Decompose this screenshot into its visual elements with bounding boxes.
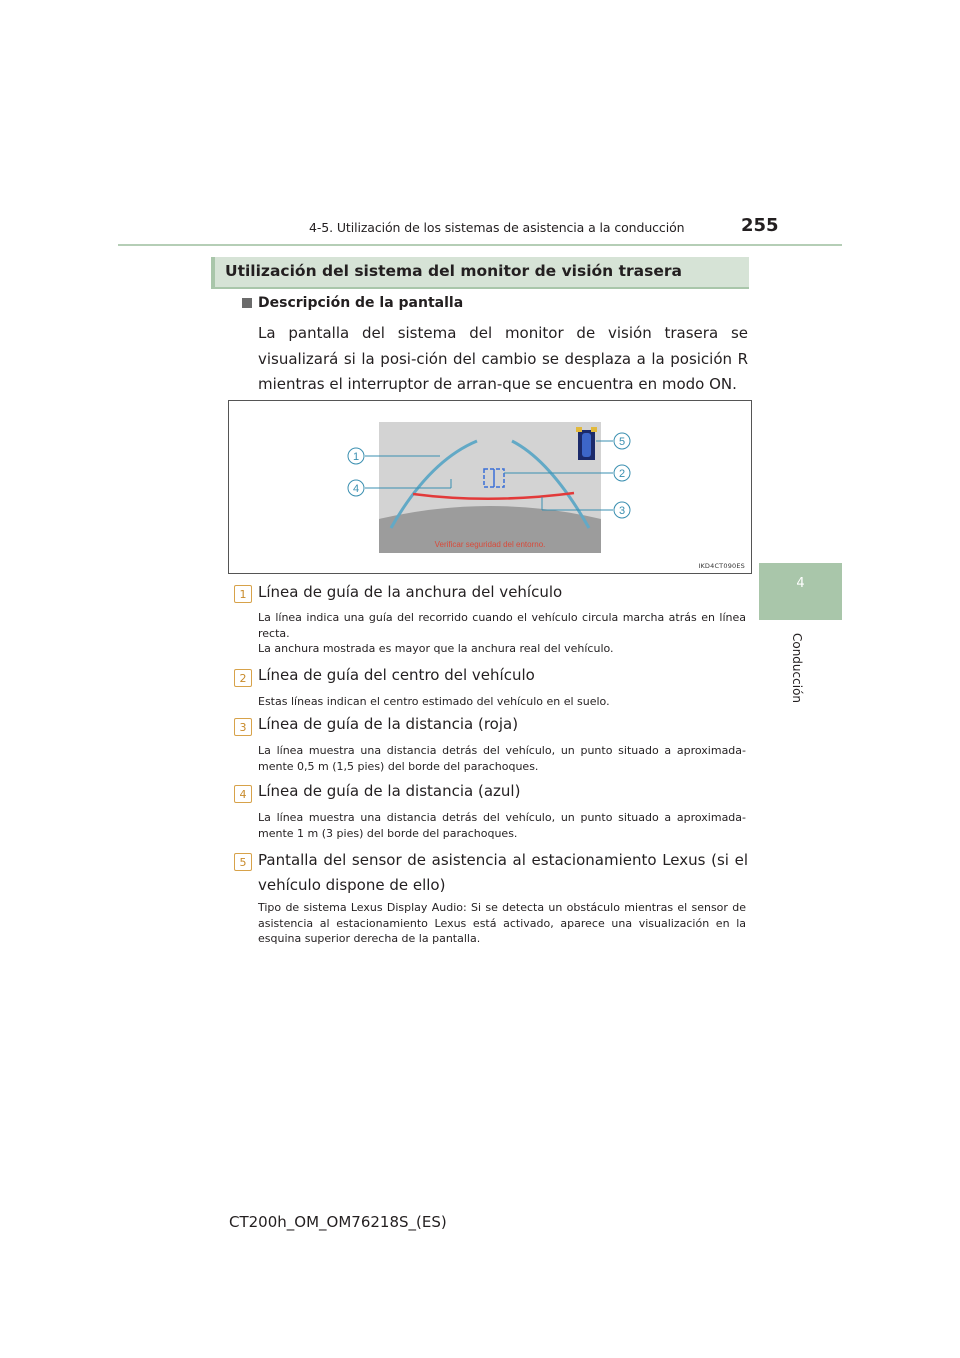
screen-warning-message: Verificar seguridad del entorno. bbox=[434, 540, 546, 549]
callout-3-label: 3 bbox=[618, 505, 626, 517]
document-code-footer: CT200h_OM_OM76218S_(ES) bbox=[229, 1213, 447, 1231]
item-1-title: Línea de guía de la anchura del vehículo bbox=[258, 583, 563, 601]
figure-image-code: IKD4CT090ES bbox=[698, 562, 745, 570]
page-number: 255 bbox=[741, 215, 779, 236]
callout-5-label: 5 bbox=[618, 436, 626, 448]
item-4-title: Línea de guía de la distancia (azul) bbox=[258, 782, 521, 800]
item-3-number-badge: 3 bbox=[234, 718, 252, 736]
chapter-tab bbox=[759, 563, 842, 620]
subheading-text: Descripción de la pantalla bbox=[258, 295, 464, 311]
item-2-title: Línea de guía del centro del vehículo bbox=[258, 666, 535, 684]
square-bullet-icon bbox=[242, 298, 252, 308]
sensor-indicator-right bbox=[591, 427, 597, 432]
item-5-number-badge: 5 bbox=[234, 853, 252, 871]
section-heading-accent bbox=[211, 257, 215, 287]
item-1-description: La línea indica una guía del recorrido cuando el vehículo circula marcha atrás en línea recta. La anchura mostrada es mayor que la anchura real del vehículo. bbox=[258, 611, 746, 655]
header-rule bbox=[118, 244, 842, 246]
parking-sensor-car-body bbox=[582, 433, 591, 457]
sensor-indicator-left bbox=[576, 427, 582, 432]
intro-paragraph: La pantalla del sistema del monitor de visión trasera se visualizará si la posi-ción del cambio se desplaza a la posición R mientras el interruptor de arran-que se encuentra en modo ON. bbox=[258, 324, 748, 393]
item-4-description: La línea muestra una distancia detrás del vehículo, un punto situado a aproximada-mente 1 m (3 pies) del borde del parachoques. bbox=[258, 811, 746, 840]
chapter-label: Conducción bbox=[790, 632, 804, 704]
callout-2-label: 2 bbox=[618, 468, 626, 480]
monitor-diagram bbox=[229, 401, 751, 573]
item-5-description: Tipo de sistema Lexus Display Audio: Si se detecta un obstáculo mientras el sensor de asistencia al estacionamiento Lexus está activado, aparece una visualización en la esquina superior derecha de la pantalla. bbox=[258, 901, 746, 945]
item-5-title: Pantalla del sensor de asistencia al estacionamiento Lexus (si el vehículo dispone de ello) bbox=[258, 851, 748, 894]
item-3-title: Línea de guía de la distancia (roja) bbox=[258, 715, 519, 733]
item-1-number-badge: 1 bbox=[234, 585, 252, 603]
item-4-number-badge: 4 bbox=[234, 785, 252, 803]
subheading bbox=[242, 295, 463, 311]
item-2-description: Estas líneas indican el centro estimado del vehículo en el suelo. bbox=[258, 695, 610, 708]
callout-1-label: 1 bbox=[352, 451, 360, 463]
chapter-label-box bbox=[788, 632, 806, 704]
rear-view-monitor-illustration bbox=[228, 400, 752, 574]
callout-4-label: 4 bbox=[352, 483, 360, 495]
item-3-description: La línea muestra una distancia detrás del vehículo, un punto situado a aproximada-mente 0,5 m (1,5 pies) del borde del parachoques. bbox=[258, 744, 746, 773]
chapter-number: 4 bbox=[796, 576, 805, 591]
section-title: Utilización del sistema del monitor de visión trasera bbox=[225, 262, 682, 280]
item-2-number-badge: 2 bbox=[234, 669, 252, 687]
section-heading-bar bbox=[211, 257, 749, 289]
running-header-section: 4-5. Utilización de los sistemas de asistencia a la conducción bbox=[309, 220, 685, 235]
